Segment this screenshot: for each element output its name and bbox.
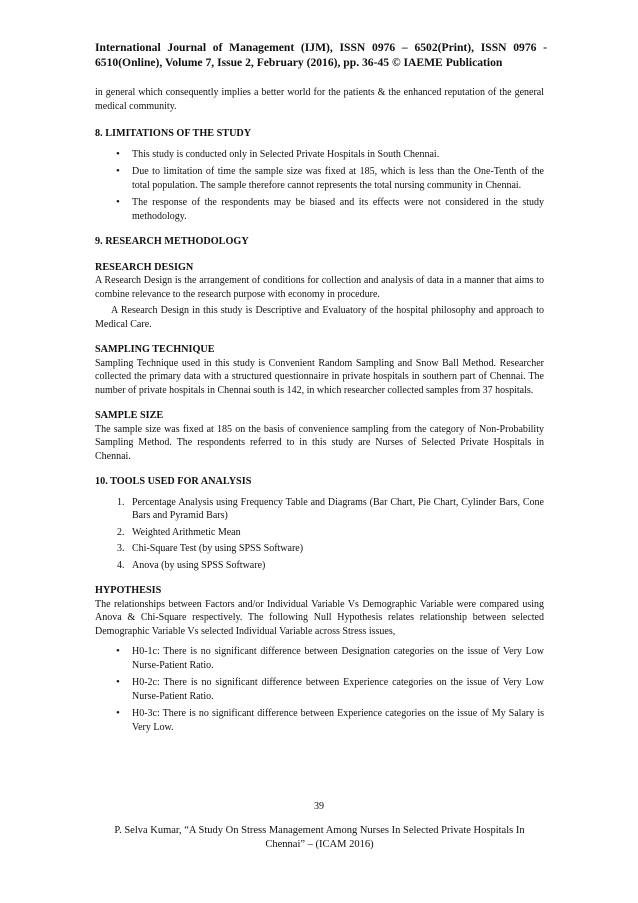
journal-header: International Journal of Management (IJM), ISSN 0976 – 6502(Print), ISSN 0976 - 6510(Online), Volume 7, Issue 2, February (2016), pp. 36-45 © IAEME Publication xyxy=(95,41,547,69)
list-number: 4. xyxy=(117,559,125,571)
research-design-paragraph-2: A Research Design in this study is Descriptive and Evaluatory of the hospital philosophy and approach to Medical Care. xyxy=(95,305,544,330)
sampling-technique-heading: SAMPLING TECHNIQUE xyxy=(95,344,215,355)
hypothesis-list xyxy=(95,645,544,734)
list-text: Weighted Arithmetic Mean xyxy=(132,526,241,538)
research-design-heading: RESEARCH DESIGN xyxy=(95,261,194,273)
research-design-paragraph: A Research Design is the arrangement of conditions for collection and analysis of data in a manner that aims to combine relevance to the research purpose with economy in procedure. xyxy=(95,275,544,300)
list-item: • Due to limitation of time the sample size was fixed at 185, which is less than the One-Tenth of the total population. The sample therefore cannot represents the total nursing community in Chennai. xyxy=(95,165,544,192)
list-text: Percentage Analysis using Frequency Table and Diagrams (Bar Chart, Pie Chart, Cylinder Bars, Cone Bars and Pyramid Bars) xyxy=(132,496,544,521)
list-item: • This study is conducted only in Selected Private Hospitals in South Chennai. xyxy=(95,148,544,162)
page-body xyxy=(95,86,544,734)
hypothesis-paragraph: The relationships between Factors and/or Individual Variable Vs Demographic Variable were compared using Anova & Chi-Square respectively. The following Null Hypothesis relates relationship between selected Demographic Variable Vs selected Individual Variable across Stress issues, xyxy=(95,598,544,637)
list-item: • H0-3c: There is no significant difference between Experience categories on the issue of My Salary is Very Low. xyxy=(95,707,544,734)
list-text: Chi-Square Test (by using SPSS Software) xyxy=(132,543,304,554)
list-item xyxy=(95,496,544,523)
section-9-heading: 9. RESEARCH METHODOLOGY xyxy=(95,236,249,247)
limitations-list xyxy=(95,148,544,224)
hypothesis-heading: HYPOTHESIS xyxy=(95,585,162,596)
sample-size-heading: SAMPLE SIZE xyxy=(95,410,164,421)
list-item xyxy=(95,559,544,573)
page-number: 39 xyxy=(314,801,324,812)
sample-size-paragraph: The sample size was fixed at 185 on the basis of convenience sampling from the category of Non-Probability Sampling Method. The respondents referred to in this study are Nurses of Selected Private Hospitals in Chennai. xyxy=(95,423,544,462)
section-8-heading: 8. LIMITATIONS OF THE STUDY xyxy=(95,128,252,139)
tools-list xyxy=(95,496,544,573)
list-number: 1. xyxy=(117,496,125,508)
list-item xyxy=(95,542,544,556)
list-number: 2. xyxy=(117,526,125,538)
list-item: • H0-2c: There is no significant difference between Experience categories on the issue of Very Low Nurse-Patient Ratio. xyxy=(95,676,544,703)
list-number: 3. xyxy=(117,543,125,554)
list-item: • The response of the respondents may be biased and its effects were not considered in the study methodology. xyxy=(95,196,544,223)
intro-paragraph: in general which consequently implies a better world for the patients & the enhanced reputation of the general medical community. xyxy=(95,87,544,112)
list-item: • H0-1c: There is no significant difference between Designation categories on the issue of Very Low Nurse-Patient Ratio. xyxy=(95,645,544,672)
list-item xyxy=(95,526,544,540)
sampling-technique-paragraph: Sampling Technique used in this study is Convenient Random Sampling and Snow Ball Method. Researcher collected the primary data with a structured questionnaire in private hospitals in southern part of Chennai. The number of private hospitals in Chennai south is 142, in which researcher collected samples from 37 hospitals. xyxy=(95,357,544,396)
list-text: Anova (by using SPSS Software) xyxy=(132,559,266,571)
citation-footer: P. Selva Kumar, “A Study On Stress Management Among Nurses In Selected Private Hospitals In Chennai” – (ICAM 2016) xyxy=(114,825,525,850)
section-10-heading: 10. TOOLS USED FOR ANALYSIS xyxy=(95,476,252,487)
